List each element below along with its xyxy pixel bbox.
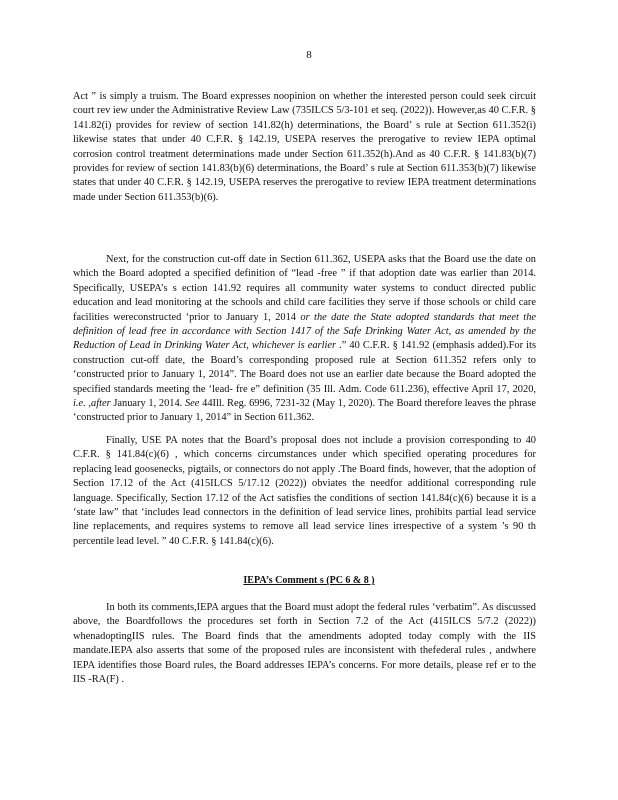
section-heading [0, 575, 618, 587]
section-heading-text: IEPA’s Comment s (PC 6 & 8 ) [243, 575, 375, 586]
paragraph-usepa-provision: Finally, USE PA notes that the Board’s proposal does not include a provision corresponding to 40 C.F.R. § 141.84(c)(6) , which concerns circumstances under which specified operating procedures for replacing lead goosenecks, pigtails, or connectors do not apply .The Board finds, however, that the adoption of Section 17.12 of the Act (415ILCS 5/17.12 (2022)) obviates the needfor additional corresponding rule language. Specifically, Section 17.12 of the Act satisfies the conditions of section 141.84(c)(6) because it is a ‘state law” that ‘includes lead connectors in the definition of lead service lines, prohibits partial lead service line replacements, and requires systems to remove all lead service lines irrespective of a system ’s 90 th percentile lead level. ” 40 C.F.R. § 141.84(c)(6). [73, 435, 536, 547]
page-number: 8 [306, 49, 312, 61]
paragraph-iepa-comments: In both its comments,IEPA argues that the Board must adopt the federal rules ‘verbatim”. As discussed above, the Boardfollows the procedures set forth in Section 7.2 of the Act (415ILCS 5/7.2 (2022)) whenadoptingIIS rules. The Board finds that the amendments adopted today comply with the IIS mandate.IEPA also asserts that some of the proposed rules are inconsistent with thefederal rules , andwhere IEPA identifies those Board rules, the Board addresses IEPA’s concerns. For more details, please ref er to the IIS -RA(F) . [73, 602, 536, 686]
italic-ie: i.e. ,after [73, 398, 111, 410]
italic-quote: or the date the State adopted standards that meet the definition of lead free in accordance with Section 1417 of the Safe Drinking Water Act, as amended by the Reduction of Lead in Drinking Water Act, whichever is earlier [73, 311, 536, 352]
paragraph-construction-cutoff [73, 253, 536, 426]
paragraph-act-truism: Act ” is simply a truism. The Board expresses noopinion on whether the interested person could seek circuit court rev iew under the Administrative Review Law (735ILCS 5/3-101 et seq. (2022)). However,as 40 C.F.R. § 141.82(i) provides for review of section 141.82(h) determinations, the Board’ s rule at Section 611.352(i) likewise states that under 40 C.F.R. § 142.19, USEPA reserves the prerogative to review IEPA optimal corrosion control treatment determinations made under Section 611.352(h).And as 40 C.F.R. § 141.83(b)(7) provides for review of section 141.83(b)(6) determinations, the Board’ s rule at Section 611.353(b)(7) likewise states that under 40 C.F.R. § 142.19, USEPA reserves the prerogative to review IEPA treatment determinations made under Section 611.353(b)(6). [73, 91, 536, 203]
paragraph-text: January 1, 2014. [110, 398, 185, 410]
italic-see: See [184, 398, 200, 410]
paragraph-text: .” 40 C.F.R. § 141.92 (emphasis added).For its construction cut-off date, the Board’s corresponding proposed rule at Section 611.352 refers only to ‘constructed prior to January 1, 2014”. The Board does not use an earlier date because the Board adopted the specified standards meeting the ‘lead- fre e” definition (35 Ill. Adm. Code 611.236), effective April 17, 2020, [73, 340, 536, 395]
paragraph-text: Next, for the construction cut-off date in Section 611.362, USEPA asks that the Board use the date on which the Board adopted a specified definition of “lead -free ” if that adoption date was earlier than 2014. Specifically, USEPA’s s ection 141.92 requires all community water systems to conduct directed public education and lead monitoring at the schools and child care facilities they serve if those schools or child care facilities wereconstructed ‘prior to January 1, 2014 [73, 254, 536, 323]
paragraph-text: 44Ill. Reg. 6996, 7231-32 (May 1, 2020). The Board therefore leaves the phrase ‘constructed prior to January 1, 2014” in Section 611.362. [73, 398, 536, 424]
